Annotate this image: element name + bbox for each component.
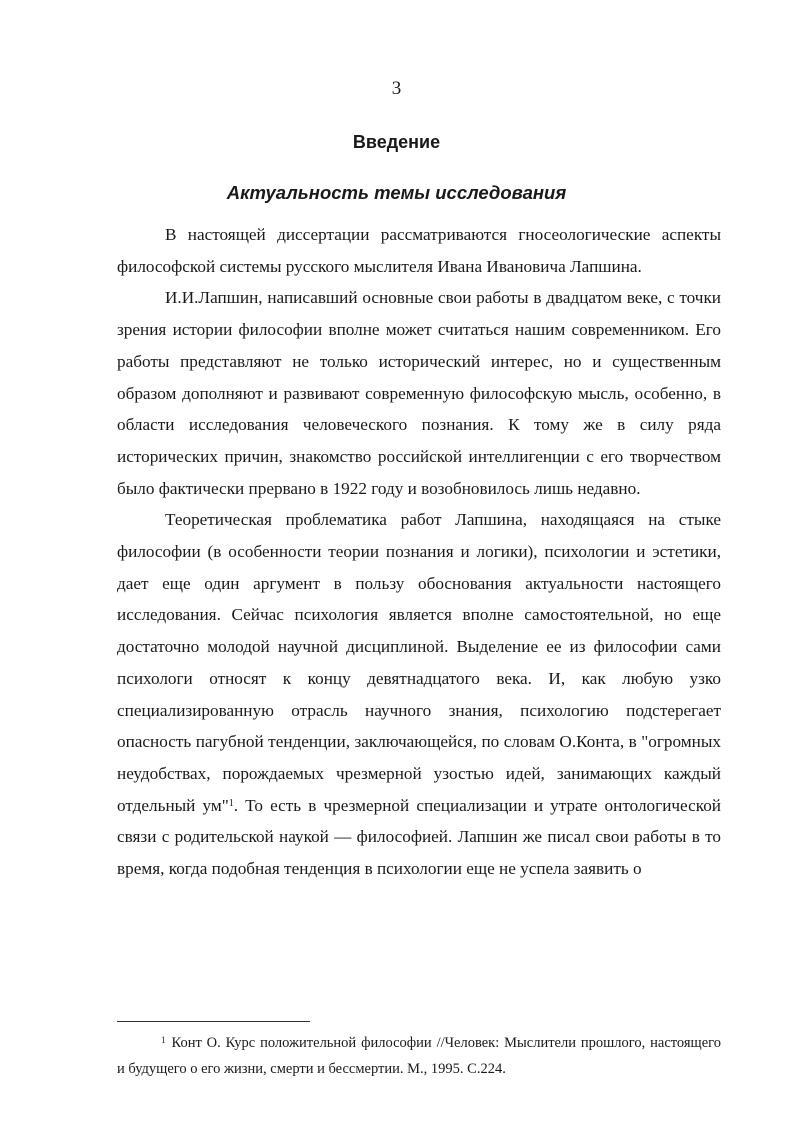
footnote-text: Конт О. Курс положительной философии //Человек: Мыслители прошлого, настоящего и будущего о его жизни, смерти и бессмертии. М., 1995. С.224. bbox=[117, 1035, 721, 1077]
paragraph-1: В настоящей диссертации рассматриваются гносеологические аспекты философской системы русского мыслителя Ивана Ивановича Лапшина. bbox=[117, 225, 721, 276]
paragraph-3-text: Теоретическая проблематика работ Лапшина, находящаяся на стыке философии (в особенности теории познания и логики), психологии и эстетики, дает еще один аргумент в пользу обоснования актуальности настоящего исследования. Сейчас психология является вполне самостоятельной, но еще достаточно молодой научной дисциплиной. Выделение ее из философии сами психологи относят к концу девятнадцатого века. И, как любую узко специализированную отрасль научного знания, психологию подстерегает опасность пагубной тенденции, заключающейся, по словам О.Конта, в "огромных неудобствах, порождаемых чрезмерной узостью идей, занимающих каждый отдельный ум" bbox=[117, 510, 721, 815]
footnote-marker: 1 bbox=[161, 1035, 166, 1045]
paragraph-2: И.И.Лапшин, написавший основные свои работы в двадцатом веке, с точки зрения истории философии вполне может считаться нашим современником. Его работы представляют не только исторический интерес, но и существенным образом дополняют и развивают современную философскую мысль, особенно, в области исследования человеческого познания. К тому же в силу ряда исторических причин, знакомство российской интеллигенции с его творчеством было фактически прервано в 1922 году и возобновилось лишь недавно. bbox=[117, 288, 721, 498]
paragraph-3 bbox=[117, 504, 721, 884]
footnote-separator bbox=[117, 1021, 310, 1022]
section-title: Введение bbox=[352, 132, 441, 152]
footnote-reference: 1 bbox=[228, 797, 234, 809]
footnote bbox=[117, 1030, 721, 1082]
paragraph-3-continuation: . То есть в чрезмерной специализации и утрате онтологической связи с родительской наукой — философией. Лапшин же писал свои работы в то время, когда подобная тенденция в психологии еще не успела заявить о bbox=[117, 795, 721, 879]
page-number: 3 bbox=[391, 78, 402, 99]
section-subtitle: Актуальность темы исследования bbox=[226, 182, 567, 203]
body-text bbox=[117, 219, 721, 885]
